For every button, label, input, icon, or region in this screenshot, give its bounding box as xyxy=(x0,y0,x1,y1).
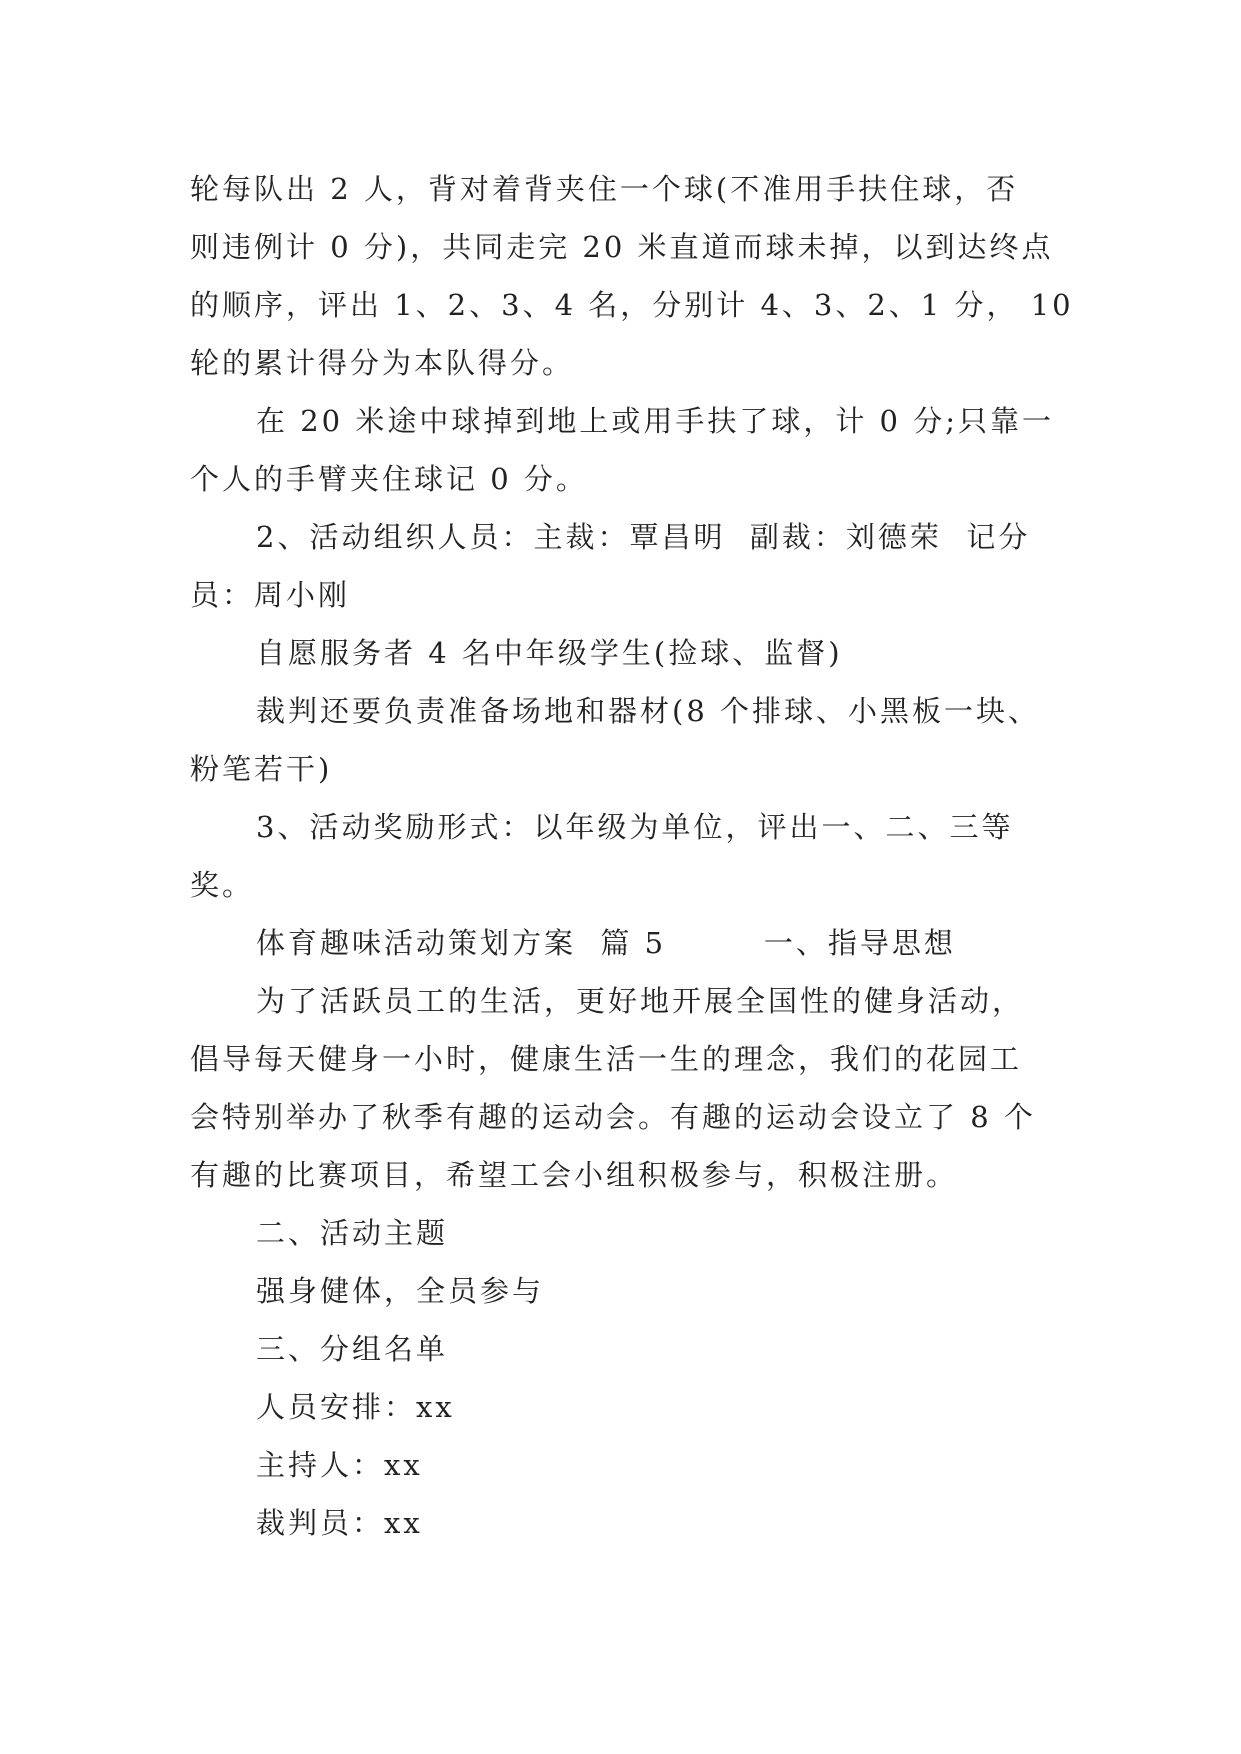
text-line-8: 员：周小刚 xyxy=(190,578,351,612)
text-line-15: 为了活跃员工的生活，更好地开展全国性的健身活动， xyxy=(256,984,1025,1018)
heading-activity-theme: 二、活动主题 xyxy=(256,1216,449,1250)
document-body xyxy=(190,160,1074,1552)
text-line-9: 自愿服务者 4 名中年级学生(捡球、监督) xyxy=(256,636,843,670)
text-line-4: 轮的累计得分为本队得分。 xyxy=(190,346,575,380)
text-line-3: 的顺序，评出 1、2、3、4 名，分别计 4、3、2、1 分， 10 xyxy=(190,288,1074,322)
text-line-24: 裁判员：xx xyxy=(256,1506,423,1540)
text-line-6: 个人的手臂夹住球记 0 分。 xyxy=(190,462,588,496)
section-heading-line: 体育趣味活动策划方案 篇 5 一、指导思想 xyxy=(256,926,956,960)
text-line-18: 有趣的比赛项目，希望工会小组积极参与，积极注册。 xyxy=(190,1158,959,1192)
text-line-7: 2、活动组织人员：主裁：覃昌明 副裁：刘德荣 记分 xyxy=(256,520,1031,554)
text-line-12: 3、活动奖励形式：以年级为单位，评出一、二、三等 xyxy=(256,810,1014,844)
text-line-20: 强身健体，全员参与 xyxy=(256,1274,545,1308)
text-line-5: 在 20 米途中球掉到地上或用手扶了球，计 0 分;只靠一 xyxy=(256,404,1054,438)
heading-group-list: 三、分组名单 xyxy=(256,1332,449,1366)
text-line-2: 则违例计 0 分)，共同走完 20 米直道而球未掉，以到达终点 xyxy=(190,230,1054,264)
text-line-11: 粉笔若干) xyxy=(190,752,333,786)
text-line-10: 裁判还要负责准备场地和器材(8 个排球、小黑板一块、 xyxy=(256,694,1040,728)
text-line-13: 奖。 xyxy=(190,868,255,902)
text-line-1: 轮每队出 2 人，背对着背夹住一个球(不准用手扶住球，否 xyxy=(190,172,1019,206)
text-line-17: 会特别举办了秋季有趣的运动会。有趣的运动会设立了 8 个 xyxy=(190,1100,1036,1134)
text-line-23: 主持人：xx xyxy=(256,1448,423,1482)
text-line-16: 倡导每天健身一小时，健康生活一生的理念，我们的花园工 xyxy=(190,1042,1023,1076)
text-line-22: 人员安排：xx xyxy=(256,1390,455,1424)
